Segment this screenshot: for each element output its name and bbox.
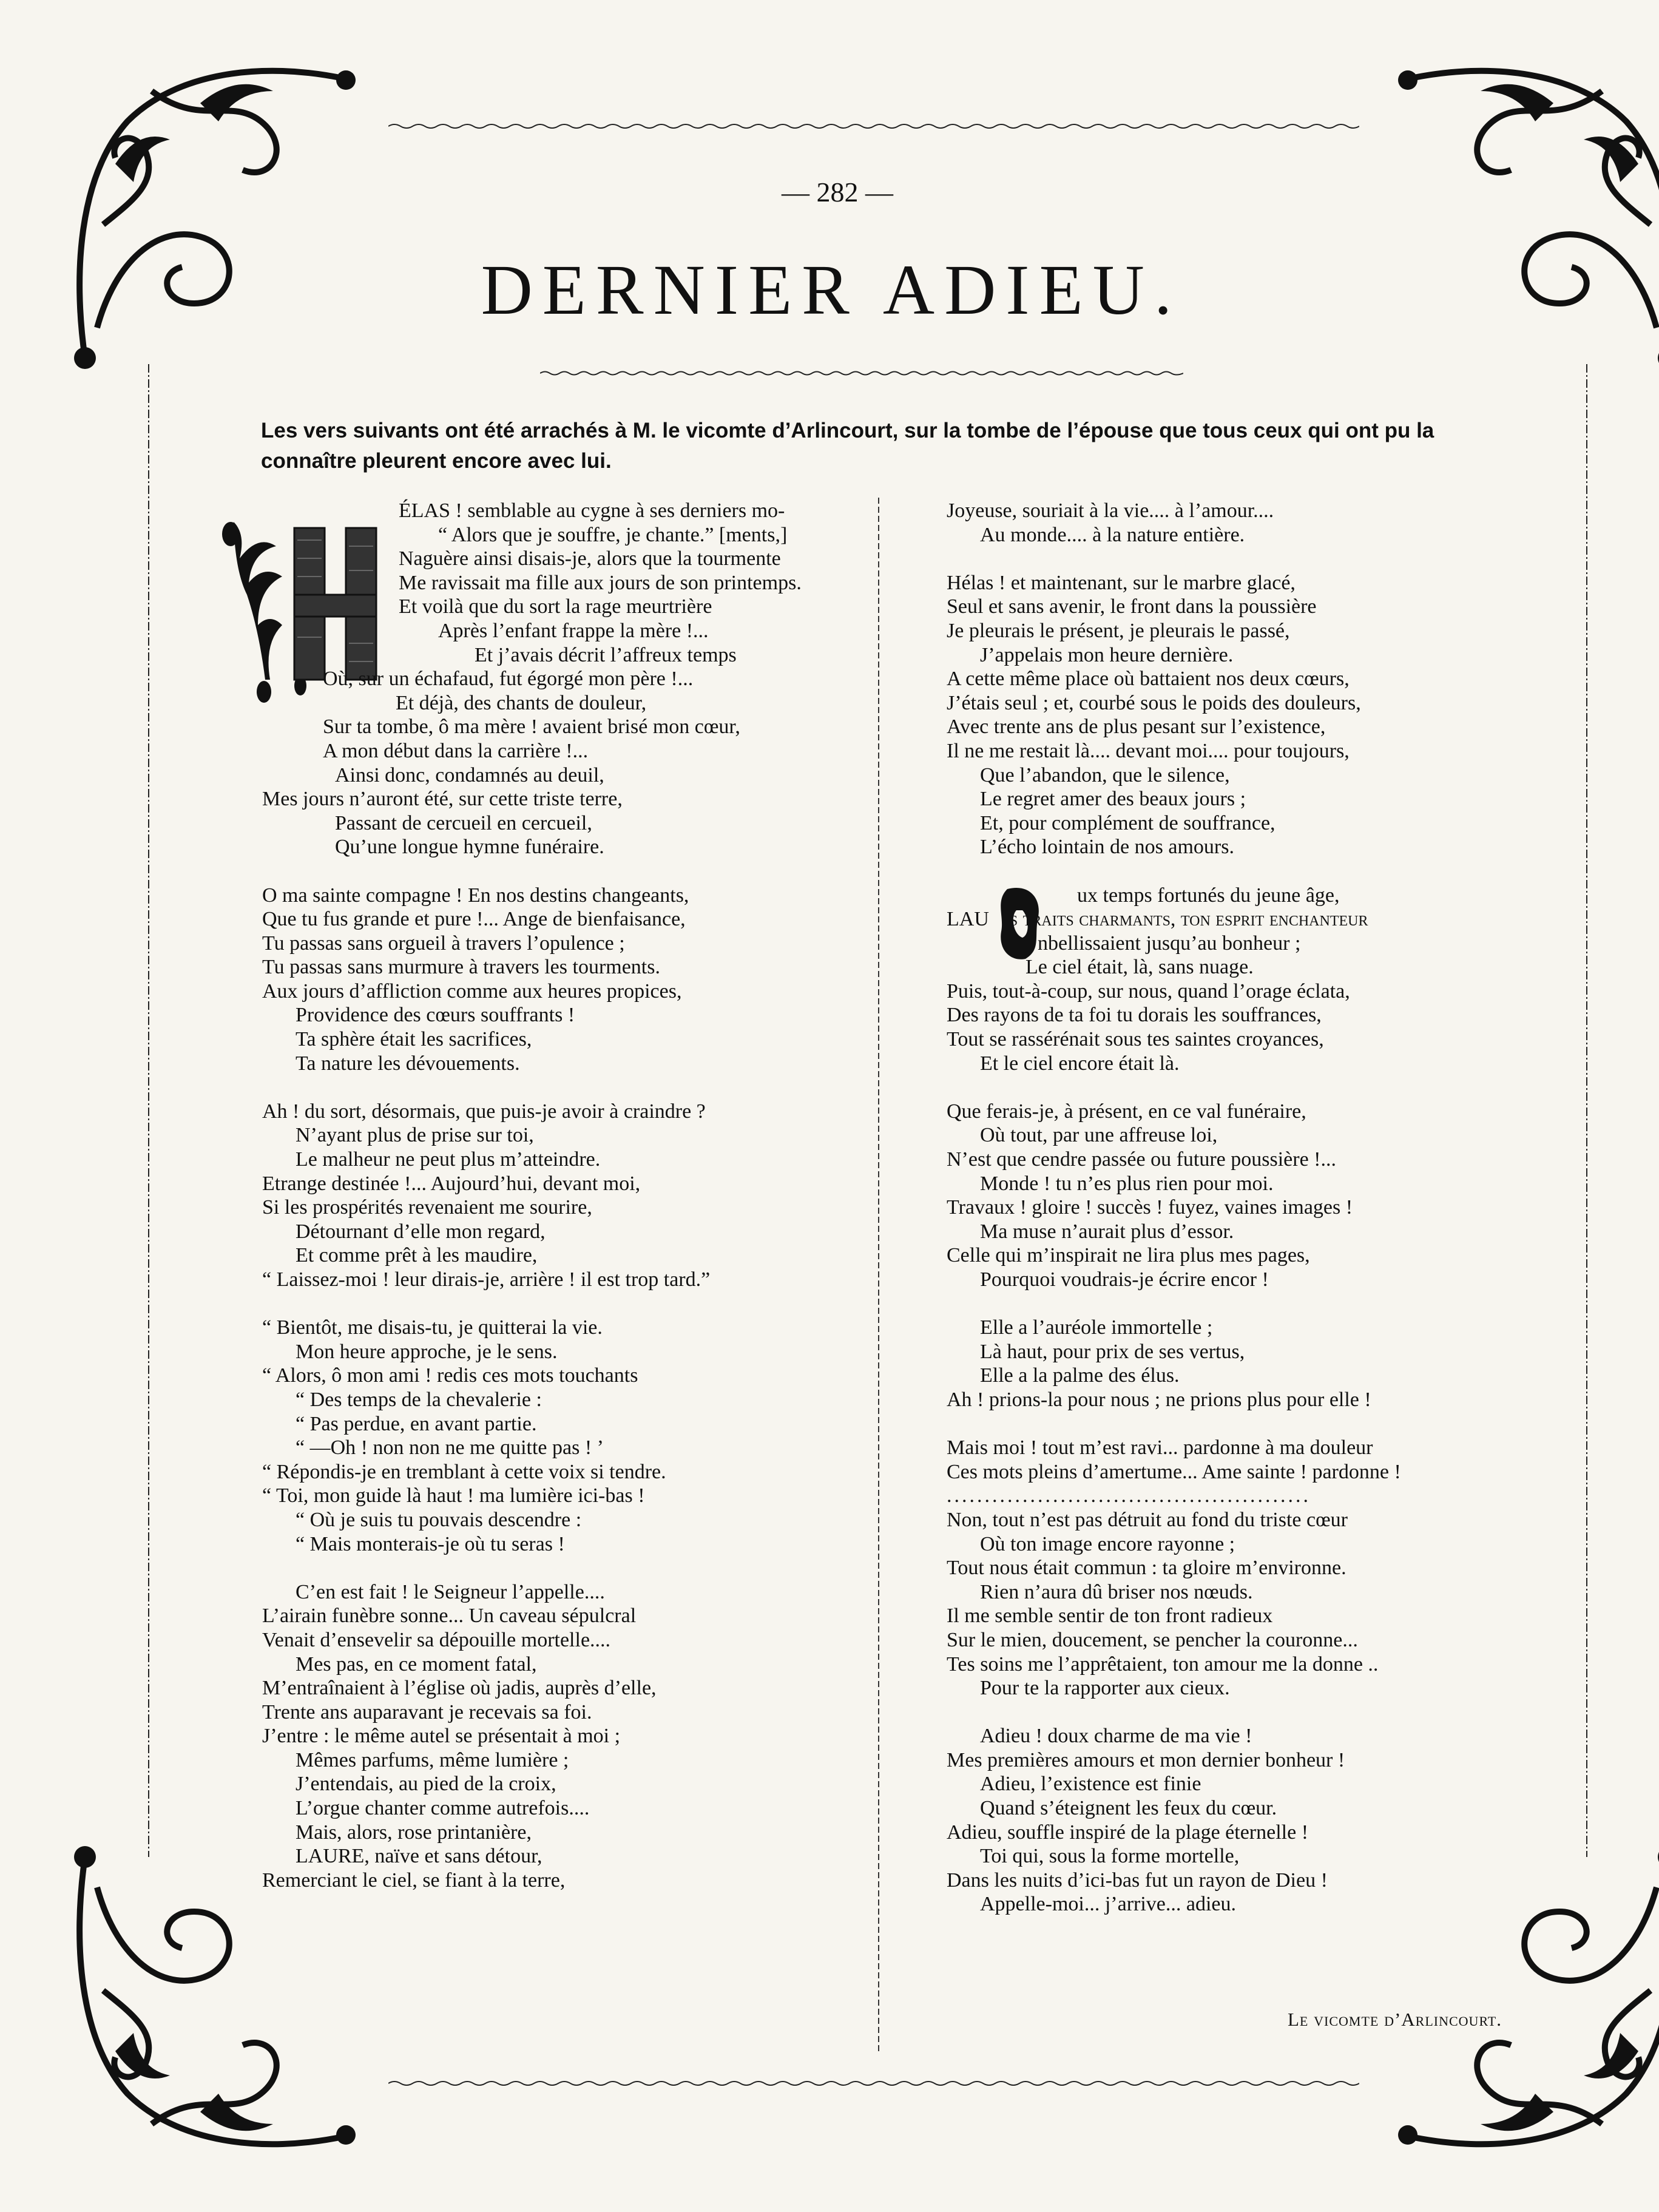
stanza-12 bbox=[947, 1724, 1493, 1916]
corner-ornament-top-left bbox=[61, 42, 400, 382]
verse-line: Et le ciel encore était là. bbox=[980, 1052, 1180, 1075]
left-column bbox=[262, 499, 869, 1916]
ink-smudge bbox=[995, 883, 1044, 962]
verse-line: Travaux ! gloire ! succès ! fuyez, vaines images ! bbox=[947, 1196, 1353, 1219]
verse-line: M’entraînaient à l’église où jadis, auprès d’elle, bbox=[262, 1677, 657, 1700]
verse-line: J’appelais mon heure dernière. bbox=[980, 643, 1234, 666]
verse-line: Toi qui, sous la forme mortelle, bbox=[980, 1845, 1240, 1868]
verse-line: L’orgue chanter comme autrefois.... bbox=[296, 1797, 590, 1820]
verse-line: L’écho lointain de nos amours. bbox=[980, 836, 1234, 859]
verse-line: Sur ta tombe, ô ma mère ! avaient brisé mon cœur, bbox=[323, 715, 740, 739]
signature: Le vicomte d’Arlincourt. bbox=[1287, 2009, 1502, 2030]
verse-line: Tout nous était commun : ta gloire m’environne. bbox=[947, 1557, 1346, 1580]
verse-line: Rien n’aura dû briser nos nœuds. bbox=[980, 1580, 1253, 1603]
verse-line: Puis, tout-à-coup, sur nous, quand l’orage éclata, bbox=[947, 979, 1350, 1003]
verse-line: “ Alors que je souffre, je chante.” [ments,] bbox=[438, 523, 788, 546]
verse-line: Le ciel était, là, sans nuage. bbox=[1025, 956, 1254, 979]
verse-line: ÉLAS ! semblable au cygne à ses derniers mo- bbox=[399, 499, 785, 522]
verse-line: Aux jours d’affliction comme aux heures propices, bbox=[262, 979, 682, 1003]
verse-line: nbellissaient jusqu’au bonheur ; bbox=[1038, 932, 1301, 955]
verse-line: “ Alors, ô mon ami ! redis ces mots touchants bbox=[262, 1364, 638, 1387]
verse-line: Après l’enfant frappe la mère !... bbox=[438, 619, 709, 642]
verse-line: Où, sur un échafaud, fut égorgé mon père !... bbox=[323, 668, 694, 691]
verse-line: Ah ! du sort, désormais, que puis-je avoir à craindre ? bbox=[262, 1100, 706, 1123]
title-underline-rule bbox=[540, 369, 1183, 377]
stanza-10 bbox=[947, 1316, 1493, 1412]
right-border-rule bbox=[1584, 364, 1590, 1857]
verse-line: Adieu, souffle inspiré de la plage éternelle ! bbox=[947, 1821, 1309, 1844]
ellipsis-row: ................................................ bbox=[947, 1484, 1311, 1507]
verse-line: “ Bientôt, me disais-tu, je quitterai la vie. bbox=[262, 1316, 603, 1339]
left-border-rule bbox=[146, 364, 152, 1857]
verse-line: O ma sainte compagne ! En nos destins changeants, bbox=[262, 884, 689, 907]
verse-line: Et, pour complément de souffrance, bbox=[980, 811, 1276, 834]
verse-line: Et comme prêt à les maudire, bbox=[296, 1244, 538, 1267]
verse-line: Mes premières amours et mon dernier bonheur ! bbox=[947, 1748, 1345, 1771]
verse-line: A mon début dans la carrière !... bbox=[323, 739, 589, 762]
verse-line: Où tout, par une affreuse loi, bbox=[980, 1124, 1218, 1147]
verse-line: “ Répondis-je en tremblant à cette voix si tendre. bbox=[262, 1460, 666, 1483]
verse-line: “ Mais monterais-je où tu seras ! bbox=[296, 1532, 565, 1555]
verse-line: LAURE, naïve et sans détour, bbox=[296, 1845, 542, 1868]
verse-line: J’entre : le même autel se présentait à moi ; bbox=[262, 1725, 621, 1748]
verse-line: Au monde.... à la nature entière. bbox=[980, 523, 1245, 546]
verse-line: LAU s traits charmants, ton esprit enchanteur bbox=[947, 908, 1368, 931]
verse-line: Passant de cercueil en cercueil, bbox=[335, 811, 592, 834]
verse-line: ux temps fortunés du jeune âge, bbox=[1077, 884, 1340, 907]
verse-line: Ta nature les dévouements. bbox=[296, 1052, 520, 1075]
verse-line: J’entendais, au pied de la croix, bbox=[296, 1773, 556, 1796]
verse-line: Celle qui m’inspirait ne lira plus mes pages, bbox=[947, 1244, 1310, 1267]
stanza-6 bbox=[947, 499, 1493, 547]
stanza-11 bbox=[947, 1436, 1493, 1700]
verse-line: Des rayons de ta foi tu dorais les souffrances, bbox=[947, 1004, 1322, 1027]
verse-line: “ Des temps de la chevalerie : bbox=[296, 1388, 542, 1411]
verse-line: C’en est fait ! le Seigneur l’appelle.... bbox=[296, 1580, 605, 1603]
verse-line: Tu passas sans orgueil à travers l’opulence ; bbox=[262, 932, 625, 955]
verse-line: Providence des cœurs souffrants ! bbox=[296, 1004, 575, 1027]
verse-line: Remerciant le ciel, se fiant à la terre, bbox=[262, 1869, 566, 1892]
verse-line: Pourquoi voudrais-je écrire encor ! bbox=[980, 1268, 1269, 1291]
verse-line: Ma muse n’aurait plus d’essor. bbox=[980, 1220, 1234, 1243]
verse-line: Pour te la rapporter aux cieux. bbox=[980, 1677, 1230, 1700]
verse-line: Et voilà que du sort la rage meurtrière bbox=[399, 595, 712, 618]
verse-line: Quand s’éteignent les feux du cœur. bbox=[980, 1797, 1277, 1820]
verse-line: Qu’une longue hymne funéraire. bbox=[335, 836, 604, 859]
verse-line: Ta sphère était les sacrifices, bbox=[296, 1028, 532, 1051]
stanza-1 bbox=[262, 499, 869, 859]
verse-line: Tes soins me l’apprêtaient, ton amour me la donne .. bbox=[947, 1652, 1379, 1676]
verse-line: Elle a l’auréole immortelle ; bbox=[980, 1316, 1213, 1339]
verse-line: “ Pas perdue, en avant partie. bbox=[296, 1412, 537, 1435]
verse-line: J’étais seul ; et, courbé sous le poids des douleurs, bbox=[947, 691, 1361, 714]
verse-line: Que tu fus grande et pure !... Ange de bienfaisance, bbox=[262, 908, 686, 931]
verse-line: Mêmes parfums, même lumière ; bbox=[296, 1748, 569, 1771]
verse-line: Hélas ! et maintenant, sur le marbre glacé, bbox=[947, 571, 1296, 594]
verse-line: Tu passas sans murmure à travers les tourments. bbox=[262, 956, 660, 979]
verse-line: Là haut, pour prix de ses vertus, bbox=[980, 1340, 1245, 1363]
verse-line: N’est que cendre passée ou future poussière !... bbox=[947, 1148, 1336, 1171]
verse-line: Naguère ainsi disais-je, alors que la tourmente bbox=[399, 547, 781, 570]
verse-line: Mais, alors, rose printanière, bbox=[296, 1821, 532, 1844]
intro-text: Les vers suivants ont été arrachés à M. le vicomte d’Arlincourt, sur la tombe de l’épouse que tous ceux qui ont pu la connaître pleurent encore avec lui. bbox=[261, 419, 1434, 473]
verse-line: Adieu ! doux charme de ma vie ! bbox=[980, 1725, 1252, 1748]
stanza-5 bbox=[262, 1580, 869, 1893]
verse-line: Je pleurais le présent, je pleurais le passé, bbox=[947, 619, 1290, 642]
verse-line: Ces mots pleins d’amertume... Ame sainte ! pardonne ! bbox=[947, 1460, 1401, 1483]
verse-line: “ Toi, mon guide là haut ! ma lumière ici-bas ! bbox=[262, 1484, 645, 1507]
top-wavy-rule bbox=[388, 121, 1359, 131]
verse-line: Avec trente ans de plus pesant sur l’existence, bbox=[947, 715, 1326, 739]
verse-line: Me ravissait ma fille aux jours de son printemps. bbox=[399, 571, 802, 594]
verse-line: “ Laissez-moi ! leur dirais-je, arrière ! il est trop tard.” bbox=[262, 1268, 711, 1291]
verse-line: Ah ! prions-la pour nous ; ne prions plus pour elle ! bbox=[947, 1388, 1371, 1411]
intro-paragraph bbox=[261, 416, 1468, 476]
verse-line: Elle a la palme des élus. bbox=[980, 1364, 1180, 1387]
verse-line: Dans les nuits d’ici-bas fut un rayon de Dieu ! bbox=[947, 1869, 1328, 1892]
verse-line: “ Où je suis tu pouvais descendre : bbox=[296, 1508, 582, 1531]
verse-line: Seul et sans avenir, le front dans la poussière bbox=[947, 595, 1317, 618]
verse-line: Mes pas, en ce moment fatal, bbox=[296, 1652, 537, 1676]
column-divider bbox=[877, 498, 880, 2051]
verse-line: Et j’avais décrit l’affreux temps bbox=[475, 643, 737, 666]
page-number: — 282 — bbox=[782, 177, 893, 208]
verse-line: Tout se rassérénait sous tes saintes croyances, bbox=[947, 1028, 1324, 1051]
verse-line: Il ne me restait là.... devant moi.... pour toujours, bbox=[947, 739, 1350, 762]
stanza-9 bbox=[947, 1100, 1493, 1292]
corner-ornament-top-right bbox=[1353, 42, 1659, 382]
verse-line: Et déjà, des chants de douleur, bbox=[396, 691, 647, 714]
page-title: DERNIER ADIEU. bbox=[481, 250, 1182, 330]
verse-line: Que ferais-je, à présent, en ce val funéraire, bbox=[947, 1100, 1306, 1123]
verse-line: Mais moi ! tout m’est ravi... pardonne à ma douleur bbox=[947, 1436, 1373, 1459]
verse-line: L’airain funèbre sonne... Un caveau sépulcral bbox=[262, 1605, 637, 1628]
verse-line: N’ayant plus de prise sur toi, bbox=[296, 1124, 534, 1147]
verse-line: Etrange destinée !... Aujourd’hui, devant moi, bbox=[262, 1172, 641, 1195]
verse-line: Mes jours n’auront été, sur cette triste terre, bbox=[262, 788, 623, 811]
verse-line: Le regret amer des beaux jours ; bbox=[980, 788, 1246, 811]
verse-line: Monde ! tu n’es plus rien pour moi. bbox=[980, 1172, 1274, 1195]
bottom-wavy-rule bbox=[388, 2078, 1359, 2088]
verse-line: Il me semble sentir de ton front radieux bbox=[947, 1605, 1273, 1628]
verse-line: Trente ans auparavant je recevais sa foi. bbox=[262, 1700, 592, 1723]
verse-line: Le malheur ne peut plus m’atteindre. bbox=[296, 1148, 601, 1171]
verse-line: Non, tout n’est pas détruit au fond du triste cœur bbox=[947, 1508, 1348, 1531]
verse-line: Que l’abandon, que le silence, bbox=[980, 763, 1230, 786]
verse-line: Appelle-moi... j’arrive... adieu. bbox=[980, 1893, 1237, 1916]
verse-line: Ainsi donc, condamnés au deuil, bbox=[335, 763, 604, 786]
stanza-7 bbox=[947, 571, 1493, 859]
verse-line: Sur le mien, doucement, se pencher la couronne... bbox=[947, 1628, 1358, 1651]
verse-line: Si les prospérités revenaient me sourire, bbox=[262, 1196, 592, 1219]
verse-line: “ —Oh ! non non ne me quitte pas ! ’ bbox=[296, 1436, 604, 1459]
stanza-3 bbox=[262, 1100, 869, 1292]
right-column bbox=[947, 499, 1493, 1941]
verse-line: Venait d’ensevelir sa dépouille mortelle.... bbox=[262, 1628, 611, 1651]
verse-line: Adieu, l’existence est finie bbox=[980, 1773, 1201, 1796]
stanza-2 bbox=[262, 884, 869, 1076]
verse-line: A cette même place où battaient nos deux cœurs, bbox=[947, 668, 1350, 691]
stanza-4 bbox=[262, 1316, 869, 1556]
verse-line: Détournant d’elle mon regard, bbox=[296, 1220, 546, 1243]
verse-line: Mon heure approche, je le sens. bbox=[296, 1340, 558, 1363]
verse-line: Joyeuse, souriait à la vie.... à l’amour.... bbox=[947, 499, 1274, 522]
verse-line: Où ton image encore rayonne ; bbox=[980, 1532, 1235, 1555]
